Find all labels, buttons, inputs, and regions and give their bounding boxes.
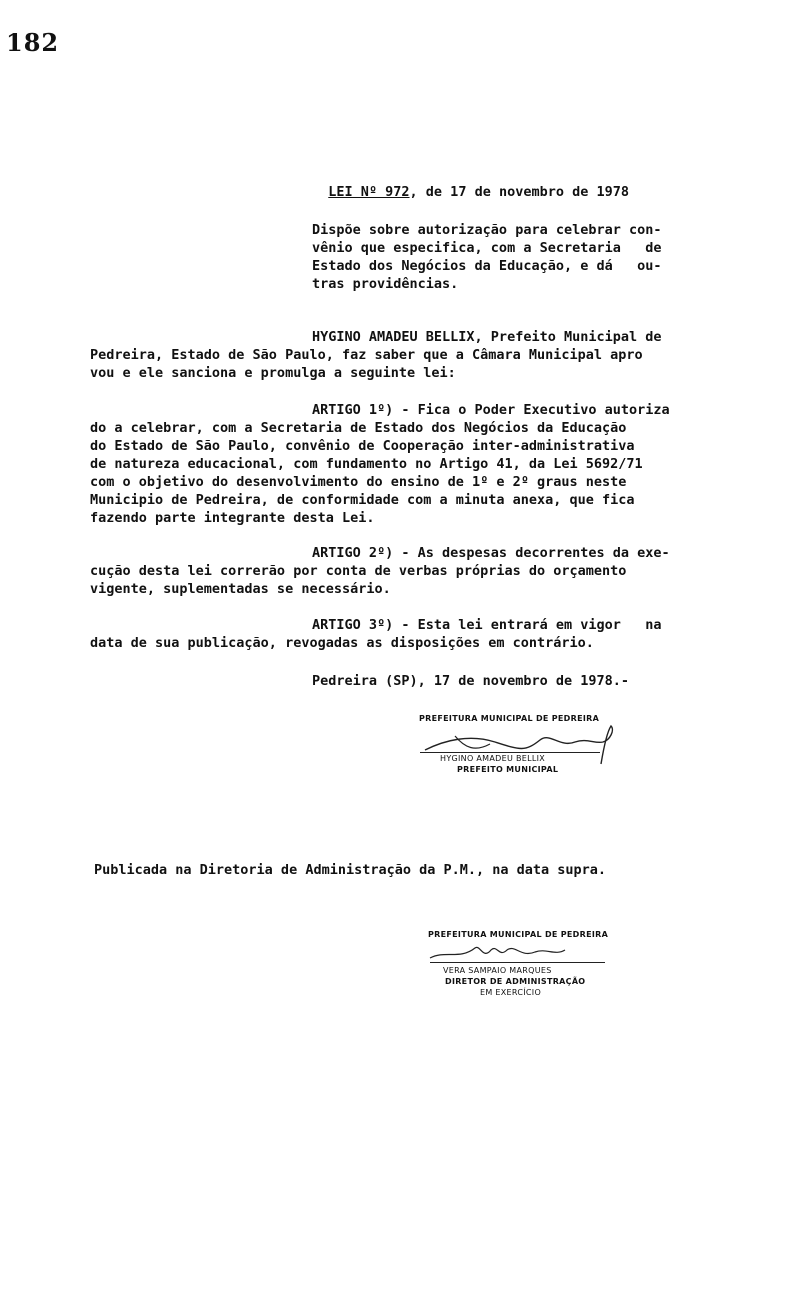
place-date: Pedreira (SP), 17 de novembro de 1978.- [312, 673, 629, 689]
artigo1-line: com o objetivo do desenvolvimento do ensino de 1º e 2º graus neste [90, 474, 627, 490]
summary-line: Dispõe sobre autorização para celebrar con- [312, 222, 662, 238]
preamble-line: vou e ele sanciona e promulga a seguinte lei: [90, 365, 456, 381]
artigo1-line: do Estado de São Paulo, convênio de Cooperação inter-administrativa [90, 438, 635, 454]
preamble-line: Pedreira, Estado de São Paulo, faz saber que a Câmara Municipal apro [90, 347, 643, 363]
page-number: 182 [6, 28, 60, 57]
artigo1-line: fazendo parte integrante desta Lei. [90, 510, 375, 526]
artigo2-line: vigente, suplementadas se necessário. [90, 581, 391, 597]
artigo3-line: ARTIGO 3º) - Esta lei entrará em vigor na [312, 617, 662, 633]
artigo1-line: do a celebrar, com a Secretaria de Estado dos Negócios da Educação [90, 420, 627, 436]
stamp-org: PREFEITURA MUNICIPAL DE PEDREIRA [419, 714, 600, 723]
summary-line: tras providências. [312, 276, 459, 292]
artigo2-line: ARTIGO 2º) - As despesas decorrentes da exe- [312, 545, 670, 561]
signature-rule [430, 962, 605, 963]
publication-note: Publicada na Diretoria de Administração da P.M., na data supra. [94, 862, 607, 878]
stamp-title: DIRETOR DE ADMINISTRAÇÃO [445, 977, 586, 986]
summary-line: Estado dos Negócios da Educação, e dá ou- [312, 258, 662, 274]
stamp-org: PREFEITURA MUNICIPAL DE PEDREIRA [428, 930, 609, 939]
artigo2-line: cução desta lei correrão por conta de verbas próprias do orçamento [90, 563, 627, 579]
stamp-name: HYGINO AMADEU BELLIX [440, 754, 546, 763]
artigo1-line: ARTIGO 1º) - Fica o Poder Executivo autoriza [312, 402, 670, 418]
law-heading [312, 165, 629, 201]
stamp-name: VERA SAMPAIO MARQUES [443, 966, 552, 975]
stamp-title: EM EXERCÍCIO [480, 988, 542, 997]
stamp-title: PREFEITO MUNICIPAL [457, 765, 559, 774]
summary-line: vênio que especifica, com a Secretaria de [312, 240, 662, 256]
artigo1-line: Municipio de Pedreira, de conformidade com a minuta anexa, que fica [90, 492, 635, 508]
preamble-line: HYGINO AMADEU BELLIX, Prefeito Municipal de [312, 329, 662, 345]
law-number: LEI Nº 972 [328, 184, 410, 200]
artigo1-line: de natureza educacional, com fundamento no Artigo 41, da Lei 5692/71 [90, 456, 643, 472]
law-date: , de 17 de novembro de 1978 [409, 184, 629, 200]
signature-rule [420, 752, 600, 753]
artigo3-line: data de sua publicação, revogadas as disposições em contrário. [90, 635, 594, 651]
